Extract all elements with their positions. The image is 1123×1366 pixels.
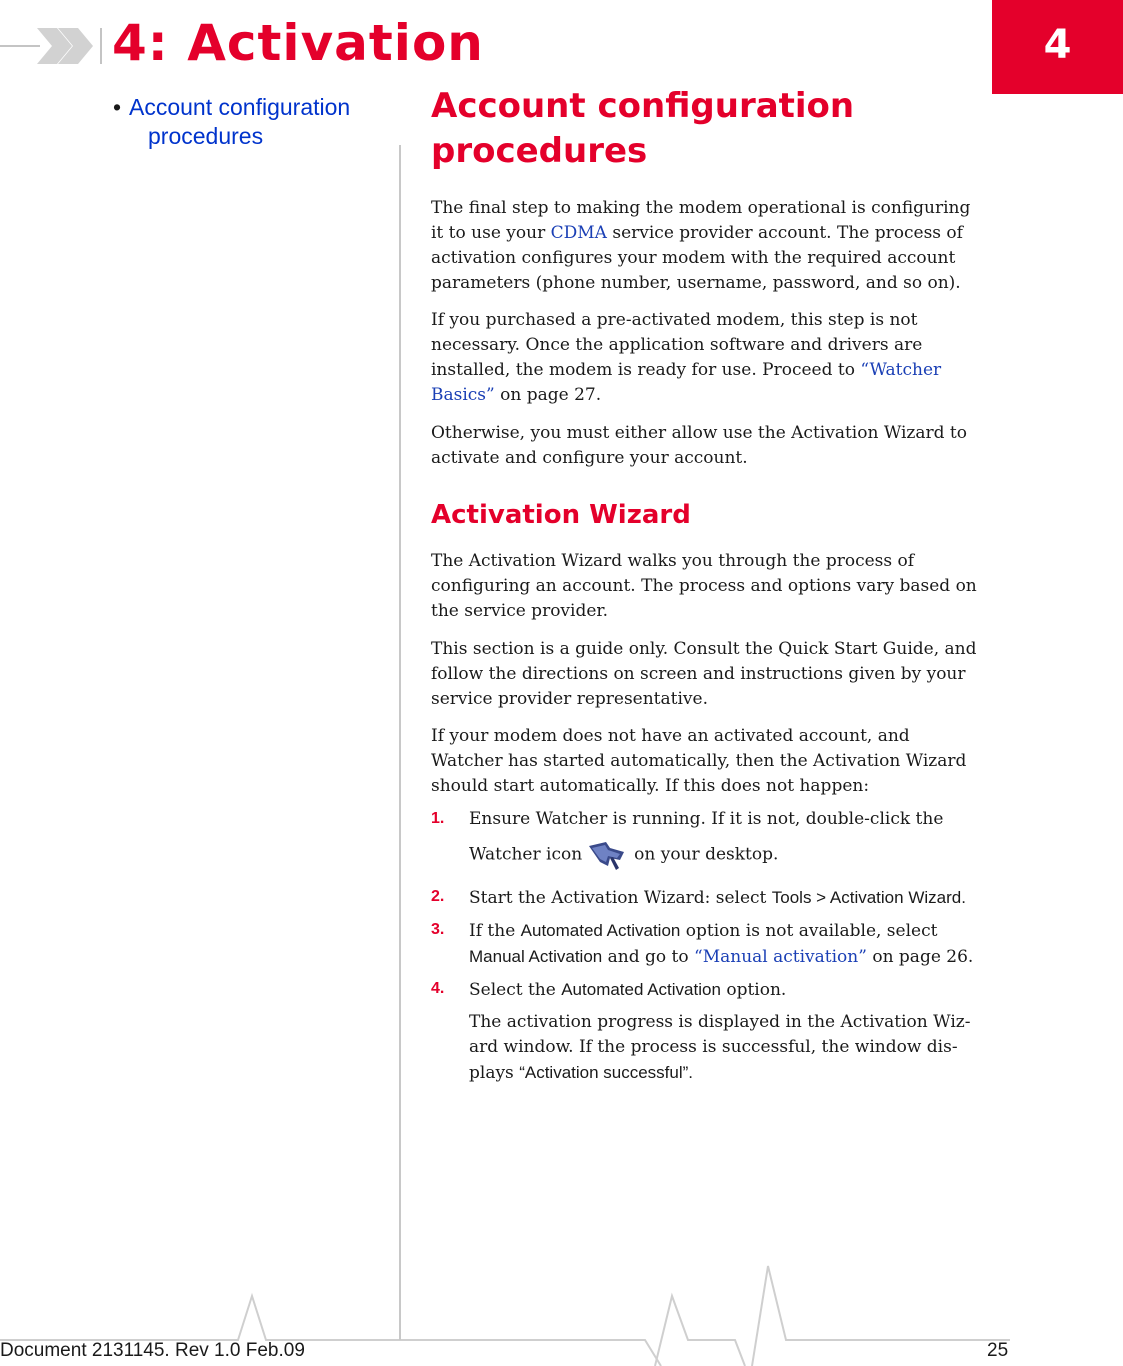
text-line [469, 977, 1029, 1003]
text-line [469, 944, 1029, 970]
text-line: The final step to making the modem operational is configuring [431, 198, 971, 218]
text-line: Otherwise, you must either allow use the Activation Wizard to [431, 423, 967, 443]
paragraph [431, 637, 1021, 712]
paragraph [431, 724, 1021, 799]
text-line [431, 221, 1021, 246]
text-line: parameters (phone number, username, password, and so on). [431, 273, 961, 293]
text: service provider account. The process of [606, 223, 963, 243]
heading-line: Account configuration [431, 86, 855, 126]
text: and go to [602, 947, 695, 967]
chapter-toc [113, 93, 388, 151]
text-line: necessary. Once the application software and drivers are [431, 335, 923, 355]
text-line: ard window. If the process is successful, the window dis- [469, 1037, 958, 1057]
text-line [469, 918, 1029, 944]
watcher-icon[interactable] [586, 838, 630, 872]
text-line [469, 838, 1029, 872]
text: on your desktop. [634, 844, 779, 865]
paragraph [431, 196, 1021, 296]
section-heading-account-configuration [431, 84, 991, 174]
text: Start the Activation Wizard: select [469, 888, 772, 908]
ui-menu-path: Tools > Activation Wizard. [771, 888, 966, 907]
toc-link-account-configuration[interactable]: Account configuration [129, 94, 351, 120]
text: Watcher icon [469, 844, 583, 865]
manual-activation-link[interactable]: “Manual activation” [694, 947, 867, 967]
text: installed, the modem is ready for use. Proceed to [431, 360, 861, 380]
step-number: 3. [431, 921, 445, 938]
step-number: 4. [431, 980, 445, 997]
footer-pulse-line-2 [655, 1296, 745, 1366]
text: option is not available, select [680, 921, 938, 941]
text-line [469, 1060, 1029, 1086]
text-line: service provider representative. [431, 689, 708, 709]
footer-document-id: Document 2131145. Rev 1.0 Feb.09 [0, 1340, 305, 1361]
watcher-basics-link[interactable]: “Watcher [860, 360, 942, 380]
text-line: This section is a guide only. Consult the Quick Start Guide, and [431, 639, 977, 659]
text-line: should start automatically. If this does not happen: [431, 776, 870, 796]
text-line [431, 383, 1021, 408]
chapter-tab: 4 [992, 0, 1123, 94]
text-line: activation configures your modem with the required account [431, 248, 956, 268]
text-line: Ensure Watcher is running. If it is not, double-click the [469, 809, 944, 829]
paragraph [431, 308, 1021, 408]
chapter-title: 4: Activation [112, 14, 484, 72]
text-line: configuring an account. The process and options vary based on [431, 576, 977, 596]
ui-option-name: Manual Activation [469, 947, 603, 966]
text: it to use your [431, 223, 551, 243]
paragraph [431, 549, 1021, 624]
step-number: 1. [431, 810, 445, 827]
text: on page 27. [494, 385, 602, 405]
heading-line: procedures [431, 131, 648, 171]
text-line [469, 885, 1029, 911]
text: plays [469, 1063, 520, 1083]
cdma-link[interactable]: CDMA [550, 223, 607, 243]
paragraph [431, 421, 1021, 471]
text-line: The activation progress is displayed in the Activation Wiz- [469, 1012, 971, 1032]
ui-option-name: Automated Activation [520, 921, 681, 940]
text-line: the service provider. [431, 601, 609, 621]
section-heading-activation-wizard: Activation Wizard [431, 500, 691, 530]
text-line: Watcher has started automatically, then the Activation Wizard [431, 751, 967, 771]
ui-message: “Activation successful”. [519, 1063, 694, 1082]
text-line: follow the directions on screen and instructions given by your [431, 664, 966, 684]
chevron-arrows-icon [0, 28, 101, 64]
toc-link-procedures[interactable]: procedures [148, 123, 264, 149]
text: on page 26. [866, 947, 974, 967]
step-1 [469, 807, 1029, 872]
toc-bullet: • [113, 94, 122, 120]
watcher-basics-link-cont[interactable]: Basics” [431, 385, 495, 405]
step-3 [469, 918, 1029, 970]
step-number: 2. [431, 888, 445, 905]
text-line [431, 358, 1021, 383]
ui-option-name: Automated Activation [561, 980, 721, 999]
text: Select the [469, 980, 562, 1000]
text-line: activate and configure your account. [431, 448, 748, 468]
text: option. [720, 980, 787, 1000]
step-4 [469, 977, 1029, 1086]
text-line: If your modem does not have an activated account, and [431, 726, 910, 746]
footer-pulse-line-3 [752, 1266, 1010, 1366]
text-line: The Activation Wizard walks you through the process of [431, 551, 915, 571]
text: If the [469, 921, 521, 941]
step-2 [469, 885, 1029, 911]
text-line: If you purchased a pre-activated modem, this step is not [431, 310, 918, 330]
footer-page-number: 25 [987, 1340, 1009, 1361]
column-divider [399, 145, 401, 1340]
